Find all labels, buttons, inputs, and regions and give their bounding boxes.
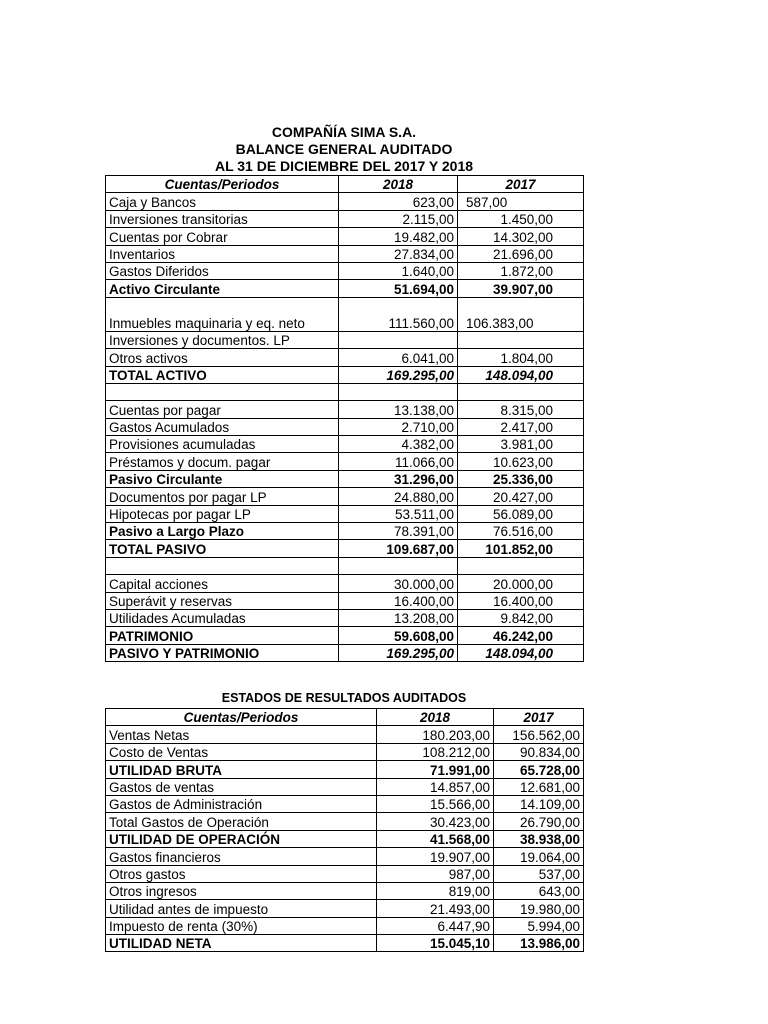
row-label: Total Gastos de Operación — [106, 813, 377, 830]
table-row — [106, 743, 584, 760]
value-2017: 1.804,00 — [458, 349, 584, 366]
value-2018: 14.857,00 — [377, 778, 494, 795]
table-row — [106, 795, 584, 812]
row-label: Costo de Ventas — [106, 743, 377, 760]
col-header-2017: 2017 — [458, 176, 584, 193]
value-2018: 27.834,00 — [339, 245, 458, 262]
row-label: Gastos Acumulados — [106, 418, 339, 435]
row-label: Ventas Netas — [106, 726, 377, 743]
balance-title-block — [105, 124, 583, 175]
table-row — [106, 262, 584, 279]
table-row — [106, 609, 584, 626]
value-2018: 78.391,00 — [339, 523, 458, 540]
table-row — [106, 470, 584, 487]
row-label — [106, 383, 339, 400]
value-2017: 3.981,00 — [458, 436, 584, 453]
value-2018: 51.694,00 — [339, 280, 458, 297]
row-label: Inmuebles maquinaria y eq. neto — [106, 297, 339, 331]
value-2017: 38.938,00 — [494, 830, 584, 847]
row-label: Gastos financieros — [106, 848, 377, 865]
table-row — [106, 523, 584, 540]
table-row — [106, 245, 584, 262]
table-row — [106, 210, 584, 227]
table-row — [106, 505, 584, 522]
col-header-accounts: Cuentas/Periodos — [106, 176, 339, 193]
value-2017: 5.994,00 — [494, 917, 584, 934]
row-label: UTILIDAD BRUTA — [106, 761, 377, 778]
table-row — [106, 848, 584, 865]
table-row — [106, 383, 584, 400]
row-label: Caja y Bancos — [106, 193, 339, 210]
value-2017: 76.516,00 — [458, 523, 584, 540]
row-label: Inversiones transitorias — [106, 210, 339, 227]
value-2018: 819,00 — [377, 882, 494, 899]
value-2018: 6.041,00 — [339, 349, 458, 366]
table-row — [106, 761, 584, 778]
row-label: TOTAL PASIVO — [106, 540, 339, 557]
value-2018: 169.295,00 — [339, 366, 458, 383]
value-2017: 20.427,00 — [458, 488, 584, 505]
value-2018: 13.208,00 — [339, 609, 458, 626]
company-name: COMPAÑÍA SIMA S.A. — [271, 124, 417, 140]
value-2018: 4.382,00 — [339, 436, 458, 453]
value-2018: 15.045,10 — [377, 935, 494, 952]
value-2018: 169.295,00 — [339, 644, 458, 661]
value-2017 — [458, 557, 584, 574]
balance-date: AL 31 DE DICIEMBRE DEL 2017 Y 2018 — [214, 158, 474, 174]
row-label: UTILIDAD DE OPERACIÓN — [106, 830, 377, 847]
table-row — [106, 644, 584, 661]
value-2018: 11.066,00 — [339, 453, 458, 470]
value-2017: 156.562,00 — [494, 726, 584, 743]
row-label — [106, 557, 339, 574]
row-label: Impuesto de renta (30%) — [106, 917, 377, 934]
value-2018: 2.115,00 — [339, 210, 458, 227]
value-2018: 24.880,00 — [339, 488, 458, 505]
value-2017: 2.417,00 — [458, 418, 584, 435]
table-row — [106, 366, 584, 383]
value-2017: 39.907,00 — [458, 280, 584, 297]
table-row — [106, 813, 584, 830]
value-2017: 90.834,00 — [494, 743, 584, 760]
row-label: Gastos de ventas — [106, 778, 377, 795]
value-2018: 623,00 — [339, 193, 458, 210]
value-2017: 537,00 — [494, 865, 584, 882]
value-2018: 6.447,90 — [377, 917, 494, 934]
value-2017: 19.980,00 — [494, 900, 584, 917]
table-row — [106, 436, 584, 453]
value-2017: 21.696,00 — [458, 245, 584, 262]
row-label: Inversiones y documentos. LP — [106, 331, 339, 348]
table-row — [106, 882, 584, 899]
value-2018: 13.138,00 — [339, 401, 458, 418]
value-2018: 109.687,00 — [339, 540, 458, 557]
col-header-2018: 2018 — [339, 176, 458, 193]
table-row — [106, 830, 584, 847]
row-label: PATRIMONIO — [106, 627, 339, 644]
value-2018: 19.482,00 — [339, 228, 458, 245]
value-2017: 643,00 — [494, 882, 584, 899]
value-2018: 108.212,00 — [377, 743, 494, 760]
value-2018 — [339, 331, 458, 348]
row-label: Inventarios — [106, 245, 339, 262]
value-2018: 30.423,00 — [377, 813, 494, 830]
row-label: Pasivo a Largo Plazo — [106, 523, 339, 540]
value-2017: 14.109,00 — [494, 795, 584, 812]
table-row — [106, 401, 584, 418]
value-2018: 41.568,00 — [377, 830, 494, 847]
table-row — [106, 778, 584, 795]
value-2017: 12.681,00 — [494, 778, 584, 795]
value-2018: 19.907,00 — [377, 848, 494, 865]
table-row — [106, 540, 584, 557]
table-row — [106, 575, 584, 592]
table-row — [106, 488, 584, 505]
table-row — [106, 900, 584, 917]
results-header-row — [106, 709, 584, 726]
row-label: Activo Circulante — [106, 280, 339, 297]
value-2017: 9.842,00 — [458, 609, 584, 626]
row-label: Utilidades Acumuladas — [106, 609, 339, 626]
value-2017: 14.302,00 — [458, 228, 584, 245]
row-label: Pasivo Circulante — [106, 470, 339, 487]
balance-table — [105, 175, 584, 662]
row-label: Documentos por pagar LP — [106, 488, 339, 505]
value-2017: 65.728,00 — [494, 761, 584, 778]
value-2018: 2.710,00 — [339, 418, 458, 435]
balance-title: BALANCE GENERAL AUDITADO — [235, 141, 453, 157]
row-label: UTILIDAD NETA — [106, 935, 377, 952]
value-2018: 21.493,00 — [377, 900, 494, 917]
table-row — [106, 557, 584, 574]
table-row — [106, 917, 584, 934]
col-header-accounts: Cuentas/Periodos — [106, 709, 377, 726]
value-2017: 26.790,00 — [494, 813, 584, 830]
value-2017: 56.089,00 — [458, 505, 584, 522]
value-2017: 19.064,00 — [494, 848, 584, 865]
table-row — [106, 280, 584, 297]
table-row — [106, 349, 584, 366]
table-row — [106, 935, 584, 952]
table-row — [106, 331, 584, 348]
value-2018: 180.203,00 — [377, 726, 494, 743]
table-row — [106, 865, 584, 882]
value-2018 — [339, 383, 458, 400]
row-label: Utilidad antes de impuesto — [106, 900, 377, 917]
value-2017 — [458, 331, 584, 348]
row-label: Cuentas por pagar — [106, 401, 339, 418]
table-row — [106, 193, 584, 210]
value-2017: 148.094,00 — [458, 644, 584, 661]
value-2018: 31.296,00 — [339, 470, 458, 487]
value-2018: 987,00 — [377, 865, 494, 882]
value-2017: 106.383,00 — [458, 297, 584, 331]
value-2018: 53.511,00 — [339, 505, 458, 522]
table-row — [106, 297, 584, 331]
row-label: Otros activos — [106, 349, 339, 366]
value-2018: 111.560,00 — [339, 297, 458, 331]
value-2017: 8.315,00 — [458, 401, 584, 418]
row-label: Préstamos y docum. pagar — [106, 453, 339, 470]
row-label: Gastos Diferidos — [106, 262, 339, 279]
value-2018: 15.566,00 — [377, 795, 494, 812]
col-header-2018: 2018 — [377, 709, 494, 726]
value-2018: 71.991,00 — [377, 761, 494, 778]
value-2018 — [339, 557, 458, 574]
table-row — [106, 726, 584, 743]
table-row — [106, 592, 584, 609]
row-label: Capital acciones — [106, 575, 339, 592]
row-label: Hipotecas por pagar LP — [106, 505, 339, 522]
row-label: Cuentas por Cobrar — [106, 228, 339, 245]
row-label: Superávit y reservas — [106, 592, 339, 609]
col-header-2017: 2017 — [494, 709, 584, 726]
value-2017 — [458, 383, 584, 400]
value-2017: 25.336,00 — [458, 470, 584, 487]
table-row — [106, 453, 584, 470]
value-2017: 16.400,00 — [458, 592, 584, 609]
value-2017: 10.623,00 — [458, 453, 584, 470]
value-2017: 13.986,00 — [494, 935, 584, 952]
value-2017: 20.000,00 — [458, 575, 584, 592]
results-table — [105, 708, 584, 952]
row-label: Provisiones acumuladas — [106, 436, 339, 453]
balance-header-row — [106, 176, 584, 193]
row-label: Otros gastos — [106, 865, 377, 882]
row-label: PASIVO Y PATRIMONIO — [106, 644, 339, 661]
table-row — [106, 418, 584, 435]
value-2018: 30.000,00 — [339, 575, 458, 592]
row-label: Otros ingresos — [106, 882, 377, 899]
value-2017: 46.242,00 — [458, 627, 584, 644]
value-2017: 587,00 — [458, 193, 584, 210]
value-2017: 1.872,00 — [458, 262, 584, 279]
row-label: Gastos de Administración — [106, 795, 377, 812]
table-row — [106, 627, 584, 644]
row-label: TOTAL ACTIVO — [106, 366, 339, 383]
value-2017: 101.852,00 — [458, 540, 584, 557]
results-title: ESTADOS DE RESULTADOS AUDITADOS — [221, 691, 467, 705]
table-row — [106, 228, 584, 245]
value-2018: 1.640,00 — [339, 262, 458, 279]
value-2017: 1.450,00 — [458, 210, 584, 227]
value-2018: 59.608,00 — [339, 627, 458, 644]
value-2017: 148.094,00 — [458, 366, 584, 383]
value-2018: 16.400,00 — [339, 592, 458, 609]
